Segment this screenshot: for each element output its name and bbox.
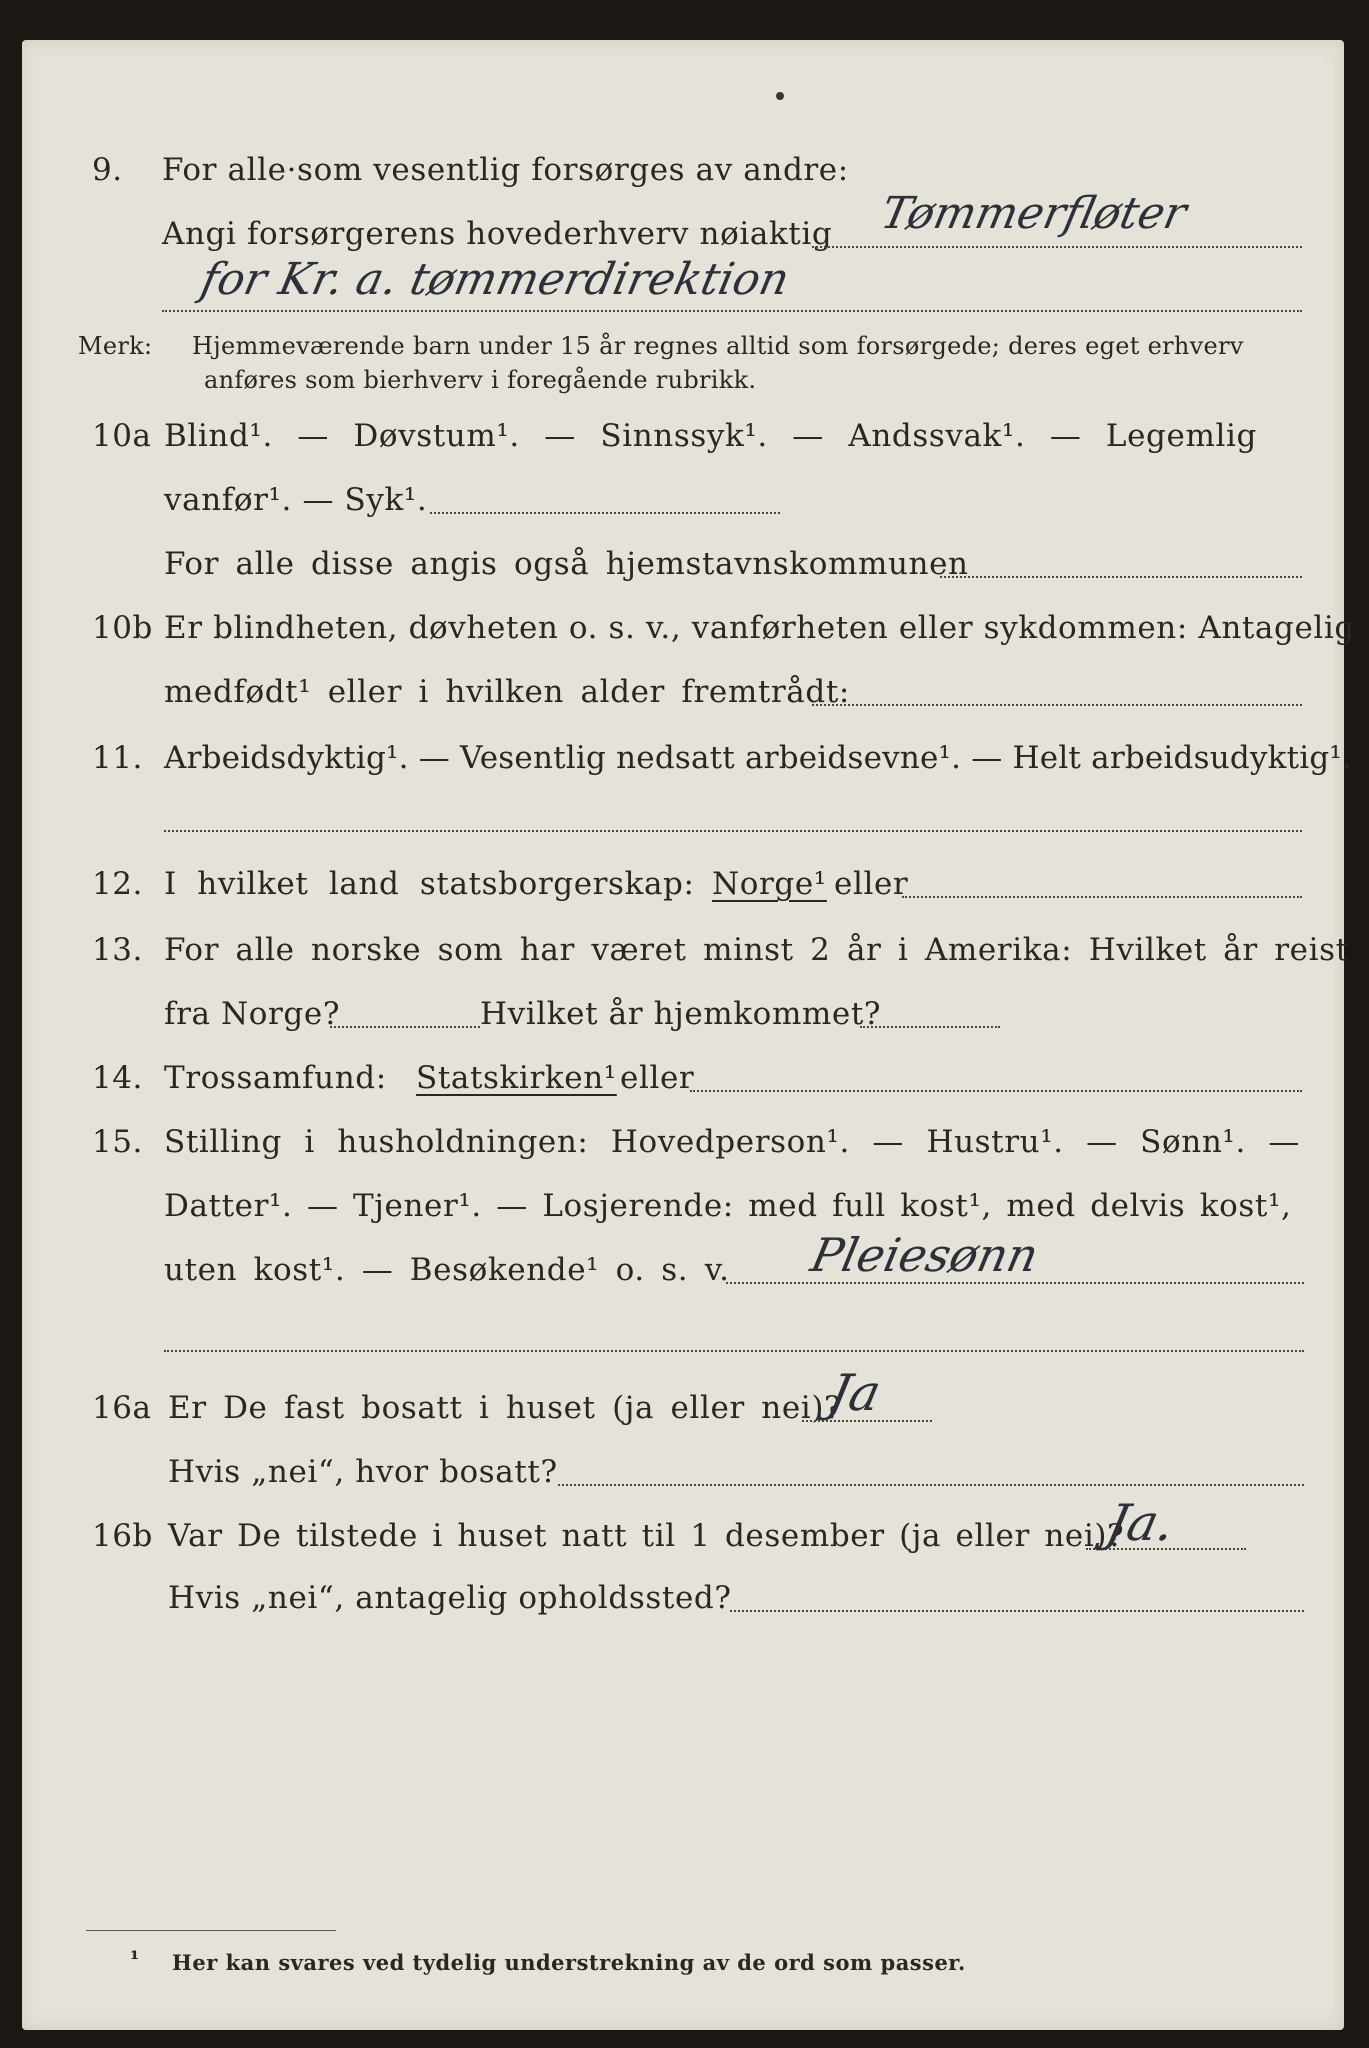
answer-line-10b <box>812 704 1302 706</box>
answer-line-14 <box>690 1090 1302 1092</box>
question-15-line-3: uten kost¹. — Besøkende¹ o. s. v. <box>164 1252 730 1288</box>
footnote-text: Her kan svares ved tydelig understrekning av de ord som passer. <box>172 1950 966 1975</box>
question-16b-line-1: Var De tilstede i huset natt til 1 desember (ja eller nei)? <box>168 1518 1125 1554</box>
answer-line-15a <box>726 1282 1304 1284</box>
question-10b-line-1: Er blindheten, døvheten o. s. v., vanførheten eller sykdommen: Antagelig <box>164 610 1355 646</box>
footnote-rule <box>86 1930 336 1931</box>
footnote-mark: ¹ <box>130 1946 140 1971</box>
ink-speck <box>776 92 784 100</box>
question-15-line-1: Stilling i husholdningen: Hovedperson¹. — Hustru¹. — Sønn¹. — <box>164 1124 1300 1160</box>
question-15-number: 15. <box>92 1124 143 1160</box>
answer-line-13b <box>860 1026 1000 1028</box>
question-10b-line-2: medfødt¹ eller i hvilken alder fremtrådt: <box>164 674 850 710</box>
question-14-number: 14. <box>92 1060 143 1096</box>
question-9-number: 9. <box>92 152 123 188</box>
question-9-line-1: For alle·som vesentlig forsørges av andre: <box>162 152 849 188</box>
question-10a-line-1: Blind¹. — Døvstum¹. — Sinnssyk¹. — Andssvak¹. — Legemlig <box>164 418 1257 454</box>
question-12-suffix: eller <box>834 866 909 902</box>
question-16b-number: 16b <box>92 1518 153 1554</box>
question-16a-line-1: Er De fast bosatt i huset (ja eller nei)? <box>168 1390 842 1426</box>
question-12-prefix: I hvilket land statsborgerskap: <box>164 866 695 902</box>
answer-line-16b-2 <box>730 1610 1304 1612</box>
handwritten-16a-answer: Ja <box>823 1364 887 1422</box>
question-11-line-1: Arbeidsdyktig¹. — Vesentlig nedsatt arbeidsevne¹. — Helt arbeidsudyktig¹. <box>164 740 1353 776</box>
note-line-1: Hjemmeværende barn under 15 år regnes alltid som forsørgede; deres eget erhverv <box>192 332 1244 360</box>
answer-line-16a-2 <box>558 1484 1304 1486</box>
answer-line-15b <box>164 1350 1304 1352</box>
handwritten-16b-answer: Ja. <box>1101 1494 1180 1552</box>
note-line-2: anføres som bierhverv i foregående rubrikk. <box>204 366 757 394</box>
question-13-line-2a: fra Norge? <box>164 996 341 1032</box>
answer-line-10a-1 <box>430 512 780 514</box>
answer-line-10a-2 <box>940 576 1302 578</box>
question-10b-number: 10b <box>92 610 153 646</box>
answer-line-12 <box>902 896 1302 898</box>
question-12-underlined-answer: Norge¹ <box>712 866 827 902</box>
question-13-number: 13. <box>92 932 143 968</box>
question-10a-line-3: For alle disse angis også hjemstavnskommunen <box>164 546 969 582</box>
question-12-number: 12. <box>92 866 143 902</box>
question-9-line-2: Angi forsørgerens hovederhverv nøiaktig <box>162 216 833 252</box>
question-14-underlined-answer: Statskirken¹ <box>416 1060 617 1096</box>
handwritten-occupation: Tømmerfløter <box>876 188 1191 239</box>
question-15-line-2: Datter¹. — Tjener¹. — Losjerende: med full kost¹, med delvis kost¹, <box>164 1188 1292 1224</box>
question-13-line-2b: Hvilket år hjemkommet? <box>480 996 882 1032</box>
question-11-number: 11. <box>92 740 143 776</box>
answer-line-11 <box>164 830 1302 832</box>
question-10a-number: 10a <box>92 418 152 454</box>
question-16a-number: 16a <box>92 1390 152 1426</box>
question-10a-line-2: vanfør¹. — Syk¹. <box>164 482 428 518</box>
answer-line-9a <box>812 246 1302 248</box>
question-13-line-1: For alle norske som har været minst 2 år i Amerika: Hvilket år reist <box>164 932 1349 968</box>
answer-line-13a <box>330 1026 480 1028</box>
handwritten-employer: for Kr. a. tømmerdirektion <box>196 254 794 305</box>
question-16a-line-2: Hvis „nei“, hvor bosatt? <box>168 1454 558 1490</box>
census-form-page <box>22 40 1355 2030</box>
note-label: Merk: <box>78 332 153 360</box>
question-16b-line-2: Hvis „nei“, antagelig opholdssted? <box>168 1580 732 1616</box>
question-14-suffix: eller <box>620 1060 695 1096</box>
handwritten-household-position: Pleiesønn <box>806 1228 1044 1282</box>
answer-line-9b <box>162 310 1302 312</box>
question-14-prefix: Trossamfund: <box>164 1060 387 1096</box>
